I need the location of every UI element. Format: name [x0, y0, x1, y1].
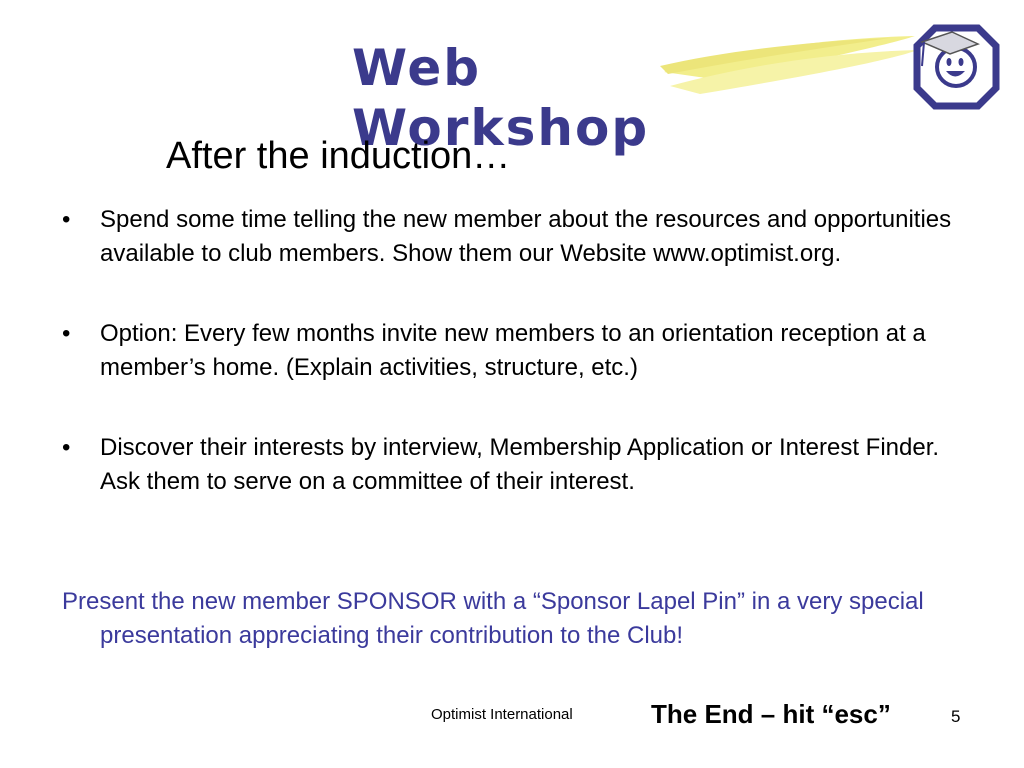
- bullet-item: [62, 203, 962, 271]
- page-number: 5: [951, 707, 961, 726]
- logo-line-workshop: Workshop: [352, 99, 650, 157]
- sponsor-presentation-text: Present the new member SPONSOR with a “Sponsor Lapel Pin” in a very special presentation appreciating their contribution to the Club!: [62, 588, 924, 649]
- logo-line-web: Web: [352, 39, 482, 97]
- bullet-marker: •: [62, 206, 71, 233]
- smiley-octagon-icon: [917, 28, 996, 106]
- end-instruction: The End – hit “esc”: [651, 699, 891, 729]
- bullet-text: Discover their interests by interview, Membership Application or Interest Finder. Ask them to serve on a committee of their interest.: [100, 434, 940, 495]
- bullet-text: Spend some time telling the new member about the resources and opportunities available to club members. Show them our Website www.optimist.org.: [100, 206, 952, 267]
- bullet-list: [62, 203, 962, 545]
- bullet-marker: •: [62, 320, 71, 347]
- bullet-item: [62, 317, 962, 385]
- bullet-text: Option: Every few months invite new members to an orientation reception at a member’s home. (Explain activities, structure, etc.): [100, 320, 926, 381]
- logo-swoosh-graphic: [660, 22, 1000, 112]
- bullet-item: [62, 431, 962, 499]
- footer-organization: Optimist International: [431, 706, 573, 723]
- slide-title: After the induction…: [166, 135, 511, 177]
- bullet-marker: •: [62, 434, 71, 461]
